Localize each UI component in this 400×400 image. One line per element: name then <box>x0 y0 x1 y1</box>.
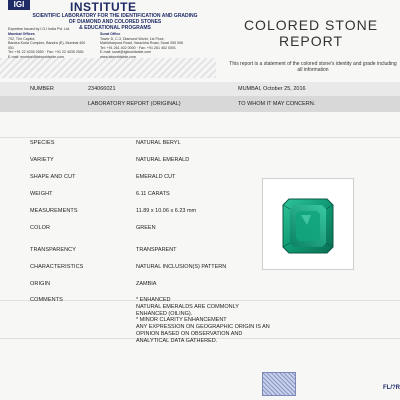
igi-seal <box>262 372 296 396</box>
surat-line: www.igiworldwide.com <box>100 54 136 59</box>
seal-corner-text: FL/?R <box>383 385 400 391</box>
surat-line: E-mail: surat@igiworldwide.com <box>100 50 152 54</box>
lab-line-3: & EDUCATIONAL PROGRAMS <box>79 25 151 31</box>
mumbai-line: Bandra Kurla Complex, Bandra (E), Mumbai 400 051 <box>8 41 86 50</box>
fold-line <box>0 137 400 138</box>
field-value-variety: NATURAL EMERALD <box>136 157 190 163</box>
surat-label: Surat Office <box>100 32 121 36</box>
security-pattern <box>0 58 216 78</box>
field-value-measurements: 11.89 x 10.06 x 6.23 mm <box>136 208 197 214</box>
original-label: LABORATORY REPORT (ORIGINAL) <box>88 101 181 107</box>
surat-line: Mahidharpura Road, Varachha Road, Surat 395 006 <box>100 41 184 45</box>
emerald-image <box>263 179 353 269</box>
report-title-line-1: COLORED STONE <box>243 17 379 33</box>
surat-address <box>100 32 210 59</box>
gemstone-photo <box>262 178 354 270</box>
comment-line: OPINION BASED ON OBSERVATION AND <box>136 330 243 337</box>
field-label-color: COLOR <box>30 225 51 231</box>
field-value-color: GREEN <box>136 225 156 231</box>
field-value-species: NATURAL BERYL <box>136 140 181 146</box>
report-statement: This report is a statement of the colored stone's identity and grade including all information <box>229 61 397 73</box>
field-label-species: SPECIES <box>30 140 55 146</box>
field-label-variety: VARIETY <box>30 157 54 163</box>
lab-line-1: SCIENTIFIC LABORATORY FOR THE IDENTIFICATION AND GRADING <box>32 13 198 19</box>
location-date: MUMBAI, October 25, 2016 <box>238 86 306 92</box>
comment-line: * ENHANCED <box>136 297 171 303</box>
mumbai-line: 702, The Capitol, <box>8 36 36 41</box>
field-label-comments: COMMENTS <box>30 297 63 303</box>
comment-line: ANALYTICAL DATA GATHERED. <box>136 337 218 344</box>
expertise-line: Expertise Issued by I.G.I India Pvt. Ltd. <box>8 27 71 31</box>
report-header <box>0 0 400 60</box>
comment-line: ENHANCED (OILING). <box>136 310 193 317</box>
number-value: 234066021 <box>88 86 116 92</box>
field-label-measurements: MEASUREMENTS <box>30 208 78 214</box>
igi-logo: IGI <box>8 0 30 10</box>
mumbai-line: E-mail: mumbai@igiworldwide.com <box>8 54 64 59</box>
field-label-weight: WEIGHT <box>30 191 53 197</box>
mumbai-line: Tel: +91 22 4035 2550 · Fax: +91 22 4035 2551 <box>8 50 84 54</box>
surat-line: Tel: +91 261 402 0000 · Fax: +91 261 402 0001 <box>100 45 176 50</box>
number-label: NUMBER <box>30 86 54 92</box>
field-label-transparency: TRANSPARENCY <box>30 247 77 253</box>
field-value-transparency: TRANSPARENT <box>136 247 177 253</box>
surat-line: Tower D, C-3, Diamond World, 1st Floor, <box>100 36 165 41</box>
field-label-shape: SHAPE AND CUT <box>30 174 76 180</box>
report-title-line-2: REPORT <box>278 33 344 49</box>
field-label-characteristics: CHARACTERISTICS <box>30 264 84 270</box>
mumbai-label: Mumbai Offices <box>8 32 35 36</box>
field-value-origin: ZAMBIA <box>136 281 157 287</box>
original-band <box>0 96 400 112</box>
number-band <box>0 82 400 96</box>
institute-title: INSTITUTE <box>70 0 137 14</box>
comments-block <box>136 297 326 345</box>
comment-line: ANY EXPRESSION ON GEOGRAPHIC ORIGIN IS AN <box>136 324 270 331</box>
field-value-shape: EMERALD CUT <box>136 174 176 180</box>
to-whom-text: TO WHOM IT MAY CONCERN. <box>238 101 316 107</box>
comment-line: NATURAL EMERALDS ARE COMMONLY <box>136 303 239 310</box>
comment-line: * MINOR CLARITY ENHANCEMENT <box>136 317 227 324</box>
lab-line-2: OF DIAMOND AND COLORED STONES <box>68 19 162 25</box>
field-value-weight: 6.11 CARATS <box>136 191 170 197</box>
field-label-origin: ORIGIN <box>30 281 51 287</box>
field-value-characteristics: NATURAL INCLUSION(S) PATTERN <box>136 264 227 270</box>
